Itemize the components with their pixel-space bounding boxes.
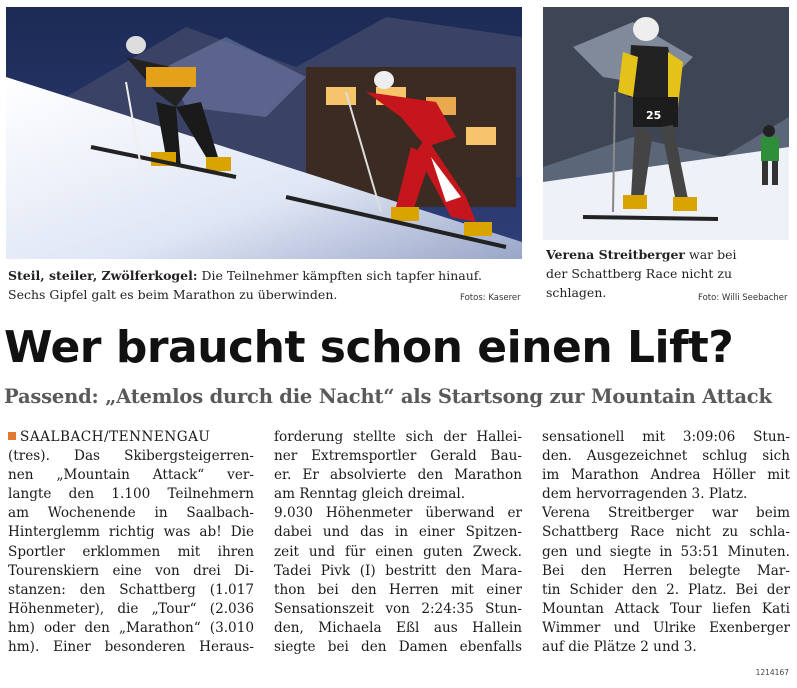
bib-number: 25 (646, 109, 662, 122)
caption-left-bold: Steil, steiler, Zwölferkogel: (8, 268, 198, 283)
page-title: Wer braucht schon einen Lift? (4, 322, 734, 373)
col1-line: hm) oder den „Marathon“ (3.010 (8, 619, 254, 636)
photo-night-ski-mountaineers (6, 7, 522, 259)
col1-line: (tres). Das Skibergsteigerren- (8, 448, 254, 465)
reference-code: 1214167 (755, 668, 789, 677)
col2-line: am Renntag gleich dreimal. (274, 486, 466, 503)
col2-line: er. Er absolvierte den Marathon (274, 467, 522, 484)
caption-right-line2: der Schattberg Race nicht zu (546, 266, 733, 281)
col3-line: Mountan Attack Tour liefen Kati (542, 600, 790, 617)
col3-line: tin Schider den 2. Platz. Bei der (542, 581, 790, 598)
col3-line: Schattberg Race nicht zu schla- (542, 524, 790, 541)
subheadline: Passend: „Atemlos durch die Nacht“ als Startsong zur Mountain Attack (4, 385, 772, 408)
article-column-3 (542, 428, 790, 657)
col3-line: Bei den Herren belegte Mar- (542, 562, 790, 579)
article-column-1 (8, 428, 254, 657)
photo-credit-right: Foto: Willi Seebacher (698, 293, 788, 303)
col3-line: den. Ausgezeichnet schlug sich (542, 448, 790, 465)
col1-line: am Wochenende in Saalbach- (8, 505, 254, 522)
article-column-2 (274, 428, 522, 657)
dateline-marker-icon (8, 432, 16, 440)
col3-line: Verena Streitberger war beim (542, 505, 790, 522)
col1-line: Sportler erklommen mit ihren (8, 543, 254, 560)
col1-line: Tourenskiern eine von drei Di- (8, 562, 254, 579)
col2-line: siegte bei den Damen ebenfalls (274, 639, 522, 656)
col1-line: Höhenmeter), die „Tour“ (2.036 (8, 600, 254, 617)
col2-line: dabei und das in einer Spitzen- (274, 524, 522, 541)
photo-caption-left (8, 266, 520, 304)
dateline: SAALBACH/TENNENGAU (20, 429, 211, 445)
col1-line: nen „Mountain Attack“ ver- (8, 467, 254, 484)
caption-right-bold: Verena Streitberger (546, 247, 686, 262)
col3-line: gen und siegte in 53:51 Minuten. (542, 543, 790, 560)
col1-line: langte den 1.100 Teilnehmern (8, 486, 254, 503)
col3-line: sensationell mit 3:09:06 Stun- (542, 429, 790, 445)
col2-line: forderung stellte sich der Hallei- (274, 429, 522, 445)
col1-line: Hinterglemm richtig was ab! Die (8, 524, 254, 541)
col2-line: Tadei Pivk (I) bestritt den Mara- (274, 562, 522, 579)
photo-credit-left: Fotos: Kaserer (460, 293, 521, 303)
col2-line: thon bei den Herren mit einer (274, 581, 522, 598)
col2-line: ner Extremsportler Gerald Bau- (274, 448, 522, 465)
caption-left-line2: Sechs Gipfel galt es beim Marathon zu überwinden. (8, 287, 338, 302)
col1-line: hm). Einer besonderen Heraus- (8, 639, 254, 656)
caption-right-line1: war bei (689, 247, 737, 262)
col2-line: zeit und für einen guten Zweck. (274, 543, 522, 560)
caption-right-line3: schlagen. (546, 285, 607, 300)
col3-line: im Marathon Andrea Höller mit (542, 467, 790, 484)
col2-line: Sensationszeit von 2:24:35 Stun- (274, 600, 522, 617)
col2-line: den, Michaela Eßl aus Hallein (274, 619, 522, 636)
col3-line: auf die Plätze 2 und 3. (542, 639, 697, 656)
col3-line: Wimmer und Ulrike Exenberger (542, 619, 790, 636)
photo-verena-streitberger (543, 7, 789, 240)
caption-left-line1: Die Teilnehmer kämpften sich tapfer hinauf. (201, 268, 482, 283)
col3-line: dem hervorragenden 3. Platz. (542, 486, 748, 503)
col1-line: stanzen: den Schattberg (1.017 (8, 581, 254, 598)
col2-line: 9.030 Höhenmeter überwand er (274, 505, 522, 522)
